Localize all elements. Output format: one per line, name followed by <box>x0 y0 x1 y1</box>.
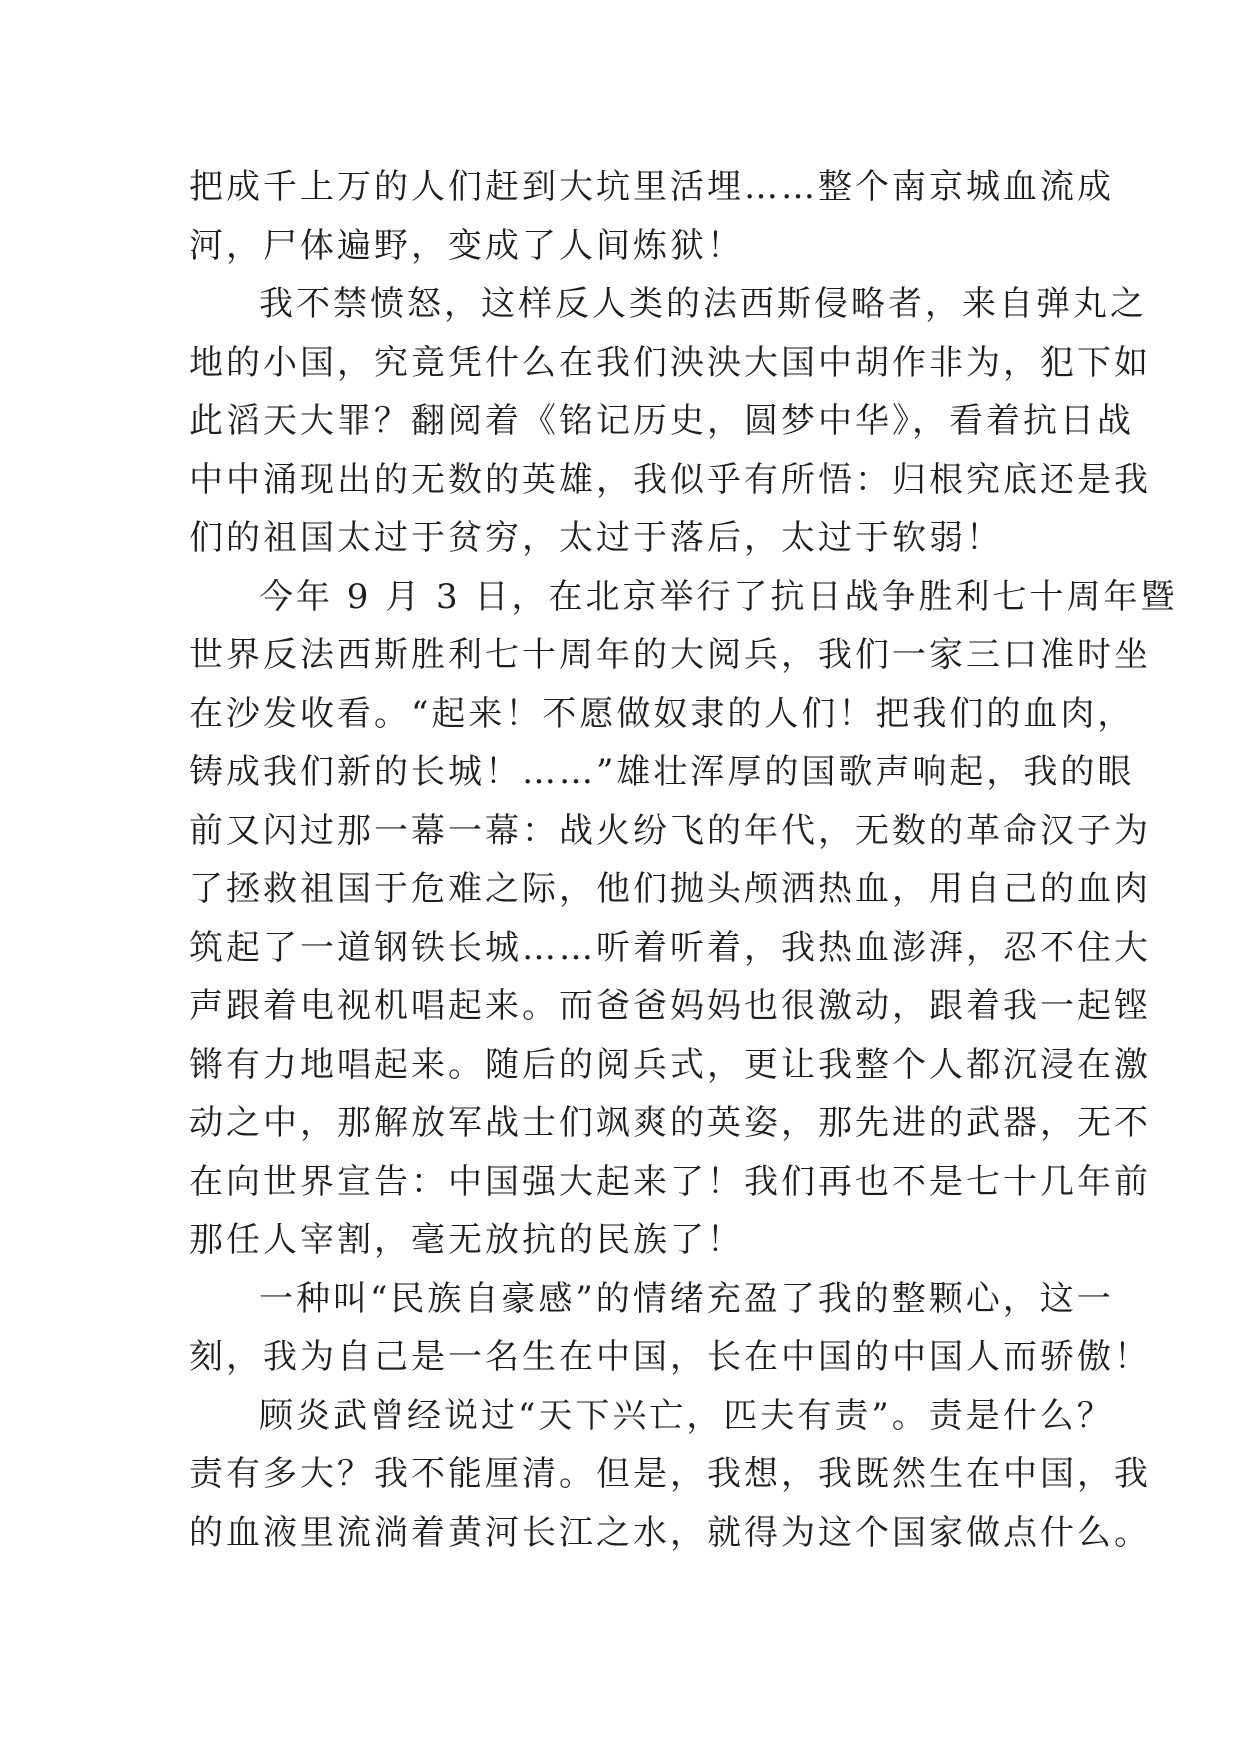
text-line: 此滔天大罪？翻阅着《铭记历史，圆梦中华》，看着抗日战 <box>189 401 1134 441</box>
text-line: 在向世界宣告：中国强大起来了！我们再也不是七十几年前 <box>189 1161 1151 1202</box>
text-line: 铸成我们新的长城！……”雄壮浑厚的国歌声响起，我的眼 <box>189 752 1135 792</box>
text-line: 刻，我为自己是一名生在中国，长在中国的中国人而骄傲！ <box>189 1337 1151 1377</box>
text-line: 我不禁愤怒，这样反人类的法西斯侵略者，来自弹丸之 <box>259 284 1147 324</box>
text-line: 动之中，那解放军战士们飒爽的英姿，那先进的武器，无不 <box>189 1103 1151 1143</box>
text-line: 中中涌现出的无数的英雄，我似乎有所悟：归根究底还是我 <box>189 459 1151 500</box>
text-line: 在沙发收看。“起来！不愿做奴隶的人们！把我们的血肉， <box>189 693 1135 734</box>
text-line: 今年 9 月 3 日，在北京举行了抗日战争胜利七十周年暨 <box>259 576 1178 617</box>
text-line: 顾炎武曾经说过“天下兴亡，匹夫有责”。责是什么？ <box>259 1395 1114 1436</box>
text-line: 一种叫“民族自豪感”的情绪充盈了我的整颗心，这一 <box>259 1278 1114 1319</box>
text-line: 们的祖国太过于贫穷，太过于落后，太过于软弱！ <box>189 518 1003 558</box>
text-line: 筑起了一道钢铁长城……听着听着，我热血澎湃，忍不住大 <box>189 927 1151 968</box>
text-line: 把成千上万的人们赶到大坑里活埋……整个南京城血流成 <box>189 167 1114 207</box>
text-line: 河，尸体遍野，变成了人间炼狱！ <box>189 225 744 266</box>
text-line: 锵有力地唱起来。随后的阅兵式，更让我整个人都沉浸在激 <box>189 1044 1151 1085</box>
text-line: 责有多大？我不能厘清。但是，我想，我既然生在中国，我 <box>189 1454 1151 1494</box>
text-line: 地的小国，究竟凭什么在我们泱泱大国中胡作非为，犯下如 <box>189 342 1151 383</box>
text-line: 了拯救祖国于危难之际，他们抛头颅洒热血，用自己的血肉 <box>189 869 1151 909</box>
text-line: 前又闪过那一幕一幕：战火纷飞的年代，无数的革命汉子为 <box>189 810 1151 851</box>
text-line: 世界反法西斯胜利七十周年的大阅兵，我们一家三口准时坐 <box>189 635 1151 675</box>
text-line: 的血液里流淌着黄河长江之水，就得为这个国家做点什么。 <box>189 1512 1151 1553</box>
text-line: 声跟着电视机唱起来。而爸爸妈妈也很激动，跟着我一起铿 <box>189 986 1151 1026</box>
text-line: 那任人宰割，毫无放抗的民族了！ <box>189 1220 744 1260</box>
essay-body <box>189 158 1178 1562</box>
